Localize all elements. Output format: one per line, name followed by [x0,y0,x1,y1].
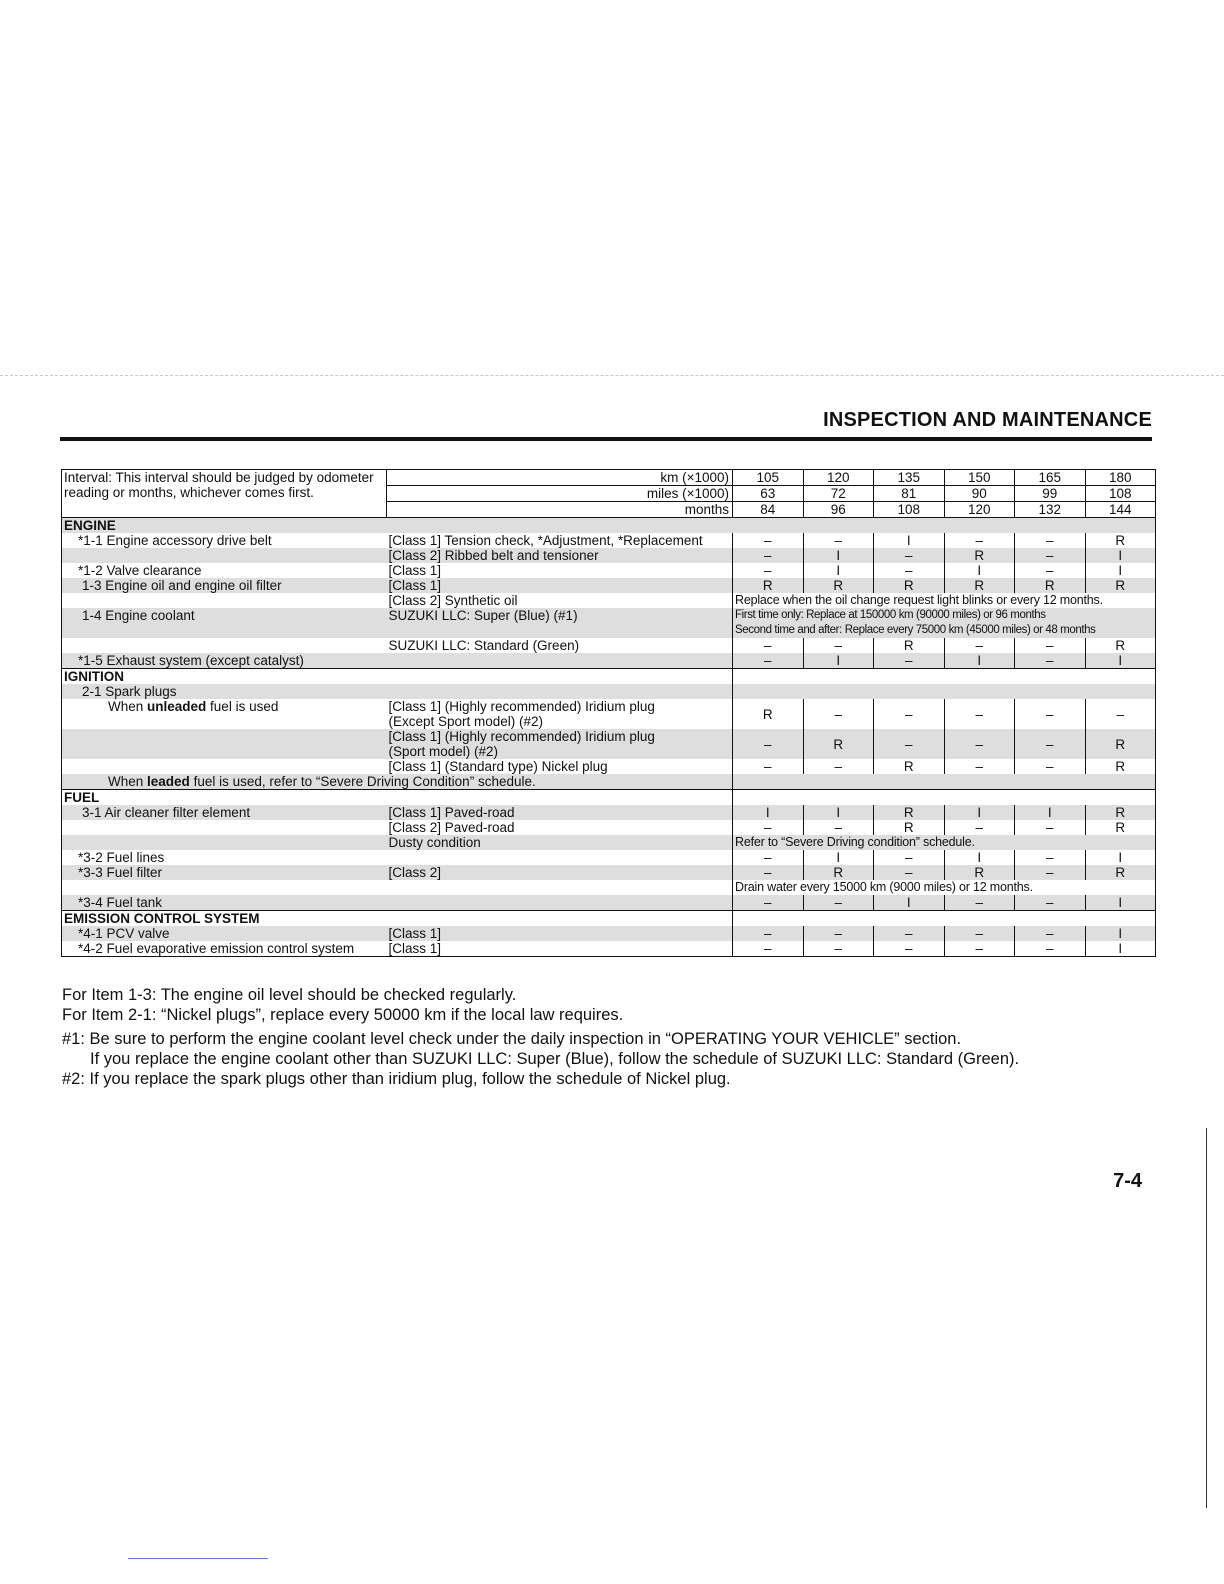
interval-cell: R [733,578,804,593]
condition-label: [Class 1] [387,578,733,593]
interval-cell: – [803,820,874,835]
condition-label: (Sport model) (#2) [387,744,733,759]
interval-cell: R [874,820,945,835]
footnote: #2: If you replace the spark plugs other than iridium plug, follow the schedule of Nickel plug. [62,1070,731,1088]
interval-cell: – [733,563,804,578]
schedule-note: First time only: Replace at 150000 km (90000 miles) or 96 months [733,608,1156,623]
table-row [62,653,1156,669]
interval-cell: I [803,805,874,820]
km-value: 120 [803,470,874,486]
interval-cell: – [733,865,804,880]
item-label: *1-1 Engine accessory drive belt [62,533,387,548]
table-row [62,563,1156,578]
section-emission [62,911,1156,927]
interval-cell: – [733,941,804,957]
interval-cell: – [874,865,945,880]
table-row [62,865,1156,880]
interval-cell: I [944,653,1015,669]
header-rule [60,437,1152,441]
interval-cell: – [733,926,804,941]
interval-label: Interval: This interval should be judged by odometer reading or months, whichever comes first. [62,470,387,518]
interval-cell: R [803,578,874,593]
schedule-note: Refer to “Severe Driving condition” schedule. [733,835,1156,850]
footnote: If you replace the engine coolant other than SUZUKI LLC: Super (Blue), follow the schedule of SUZUKI LLC: Standard (Green). [90,1050,1020,1068]
footer-link-line [128,1558,268,1559]
interval-cell: – [733,895,804,911]
interval-cell: I [803,563,874,578]
item-label: 1-3 Engine oil and engine oil filter [62,578,387,593]
item-label: *4-2 Fuel evaporative emission control system [62,941,387,957]
condition-label: [Class 2] [387,865,733,880]
interval-cell: R [803,729,874,759]
interval-cell: – [944,533,1015,548]
page-title: INSPECTION AND MAINTENANCE [823,409,1152,431]
condition-label: (Except Sport model) (#2) [387,714,733,729]
interval-cell: R [944,548,1015,563]
km-value: 135 [874,470,945,486]
maintenance-schedule-table [61,469,1156,957]
table-row [62,578,1156,593]
km-value: 180 [1085,470,1156,486]
interval-cell: R [1085,865,1156,880]
interval-cell: R [733,699,804,729]
section-title: FUEL [62,790,733,806]
interval-cell: R [1015,578,1086,593]
interval-cell: R [944,865,1015,880]
interval-cell: – [1015,850,1086,865]
interval-cell: I [874,895,945,911]
interval-cell: I [803,653,874,669]
interval-cell: – [803,926,874,941]
interval-cell: – [803,895,874,911]
table-row [62,941,1156,957]
miles-value: 63 [733,486,804,502]
months-value: 84 [733,502,804,518]
table-row [62,623,1156,638]
item-label: *1-5 Exhaust system (except catalyst) [62,653,387,669]
interval-cell: – [733,638,804,653]
interval-cell: – [944,895,1015,911]
interval-cell: – [874,699,945,729]
interval-cell: – [733,759,804,774]
months-value: 108 [874,502,945,518]
interval-cell: I [1085,941,1156,957]
km-value: 165 [1015,470,1086,486]
interval-cell: R [1085,533,1156,548]
condition-label: [Class 2] Ribbed belt and tensioner [387,548,733,563]
interval-cell: – [1015,729,1086,759]
interval-cell: – [733,820,804,835]
condition-label: [Class 1] Paved-road [387,805,733,820]
item-label [62,623,387,638]
interval-cell: R [1085,759,1156,774]
schedule-note: Second time and after: Replace every 75000 km (45000 miles) or 48 months [733,623,1156,638]
months-value: 132 [1015,502,1086,518]
interval-cell: R [874,805,945,820]
table-row [62,699,1156,714]
interval-cell: – [1085,699,1156,729]
condition-label: [Class 2] Paved-road [388,820,515,835]
interval-cell: I [1085,653,1156,669]
item-label: When unleaded fuel is used [62,699,387,714]
section-engine [62,518,1156,534]
interval-cell: – [874,941,945,957]
interval-cell: I [1085,563,1156,578]
item-label: *3-3 Fuel filter [62,865,387,880]
interval-cell: R [1085,729,1156,759]
interval-cell: – [874,926,945,941]
interval-cell: – [733,548,804,563]
table-row [62,608,1156,623]
footnotes [62,985,1019,1089]
interval-cell: I [944,563,1015,578]
condition-label: [Class 1] [387,941,733,957]
interval-cell: I [1085,850,1156,865]
item-label: 1-4 Engine coolant [62,608,387,623]
section-fuel [62,790,1156,806]
table-row [62,638,1156,653]
condition-label: SUZUKI LLC: Super (Blue) (#1) [387,608,733,623]
item-label: *4-1 PCV valve [62,926,387,941]
interval-cell: I [944,850,1015,865]
schedule-note: Replace when the oil change request light blinks or every 12 months. [733,593,1156,608]
interval-cell: R [803,865,874,880]
interval-cell: – [1015,548,1086,563]
interval-cell: – [874,653,945,669]
interval-cell: I [874,533,945,548]
item-label [62,638,387,653]
interval-cell: – [944,729,1015,759]
condition-label: [Class 1] Tension check, *Adjustment, *Replacement [388,533,703,548]
interval-cell: – [733,850,804,865]
interval-cell: – [1015,865,1086,880]
interval-cell: – [803,533,874,548]
interval-cell: I [1085,926,1156,941]
table-row [62,850,1156,865]
interval-cell: – [803,759,874,774]
item-label: When leaded fuel is used, refer to “Severe Driving Condition” schedule. [62,774,733,790]
interval-cell: – [733,729,804,759]
interval-cell: – [733,653,804,669]
interval-cell: – [1015,926,1086,941]
interval-cell: R [874,578,945,593]
interval-cell: R [874,638,945,653]
section-title: EMISSION CONTROL SYSTEM [62,911,733,927]
interval-cell: – [944,759,1015,774]
months-value: 120 [944,502,1015,518]
interval-cell: – [733,533,804,548]
interval-cell: R [1085,578,1156,593]
scan-artifact-line [0,375,1224,376]
item-label: 3-1 Air cleaner filter element [62,805,387,820]
condition-label: [Class 1] [388,563,442,578]
interval-cell: I [733,805,804,820]
miles-value: 81 [874,486,945,502]
interval-cell: – [944,941,1015,957]
interval-cell: I [944,805,1015,820]
interval-cell: – [1015,653,1086,669]
interval-cell: – [803,638,874,653]
section-title: IGNITION [62,669,733,685]
interval-cell: – [944,926,1015,941]
condition-label: [Class 1] (Highly recommended) Iridium plug [387,729,733,744]
interval-cell: I [1015,805,1086,820]
item-label: *3-2 Fuel lines [62,850,387,865]
months-label: months [387,502,733,518]
interval-cell: R [1085,638,1156,653]
interval-cell: – [803,941,874,957]
item-label: *3-4 Fuel tank [62,895,387,911]
schedule-note: Drain water every 15000 km (9000 miles) or 12 months. [733,880,1156,895]
interval-cell: – [944,820,1015,835]
miles-value: 72 [803,486,874,502]
interval-cell: – [944,699,1015,729]
interval-cell: I [803,850,874,865]
interval-cell: R [1085,820,1156,835]
condition-label: [Class 1] (Highly recommended) Iridium plug [388,699,655,714]
interval-cell: I [1085,895,1156,911]
schedule-body [62,518,1156,957]
footnote: For Item 2-1: “Nickel plugs”, replace every 50000 km if the local law requires. [62,1006,624,1024]
table-row [62,533,1156,548]
binding-edge-line [1206,1128,1207,1508]
table-row [62,926,1156,941]
condition-label: SUZUKI LLC: Standard (Green) [388,638,580,653]
item-label: 2-1 Spark plugs [62,684,387,699]
miles-value: 99 [1015,486,1086,502]
months-value: 144 [1085,502,1156,518]
table-row [62,729,1156,744]
interval-cell: R [874,759,945,774]
km-label: km (×1000) [387,470,733,486]
condition-label: [Class 1] [387,926,733,941]
item-label: *1-2 Valve clearance [62,563,387,578]
interval-cell: I [1085,548,1156,563]
footnote: #1: Be sure to perform the engine coolant level check under the daily inspection in “OPERATING YOUR VEHICLE” section. [62,1030,962,1048]
interval-cell: – [1015,699,1086,729]
table-row [62,880,1156,895]
condition-label [387,653,733,669]
interval-cell: – [1015,563,1086,578]
interval-cell: I [803,548,874,563]
interval-cell: – [1015,941,1086,957]
interval-cell: – [874,729,945,759]
table-row [62,593,1156,608]
interval-cell: R [944,578,1015,593]
table-row [62,548,1156,563]
km-value: 105 [733,470,804,486]
interval-header [62,470,1156,518]
table-row [62,805,1156,820]
item-label [62,593,387,608]
interval-cell: – [874,548,945,563]
condition-label [387,623,733,638]
section-title: ENGINE [62,518,1156,534]
months-value: 96 [803,502,874,518]
km-value: 150 [944,470,1015,486]
table-row [62,759,1156,774]
table-row [62,684,1156,699]
interval-cell: – [874,850,945,865]
footnote: For Item 1-3: The engine oil level should be checked regularly. [62,986,517,1004]
interval-cell: R [1085,805,1156,820]
interval-cell: – [1015,895,1086,911]
table-row [62,895,1156,911]
table-row [62,820,1156,835]
condition-label: Dusty condition [387,835,733,850]
interval-cell: – [944,638,1015,653]
condition-label: [Class 2] Synthetic oil [388,593,518,608]
interval-cell: – [874,563,945,578]
interval-cell: – [1015,820,1086,835]
section-ignition [62,669,1156,685]
table-row [62,774,1156,790]
interval-cell: – [803,699,874,729]
page-number: 7-4 [1113,1170,1142,1192]
interval-cell: – [1015,638,1086,653]
interval-cell: – [1015,533,1086,548]
table-row [62,835,1156,850]
miles-label: miles (×1000) [387,486,733,502]
miles-value: 90 [944,486,1015,502]
miles-value: 108 [1085,486,1156,502]
condition-label: [Class 1] (Standard type) Nickel plug [388,759,608,774]
item-label [62,548,387,563]
interval-cell: – [1015,759,1086,774]
